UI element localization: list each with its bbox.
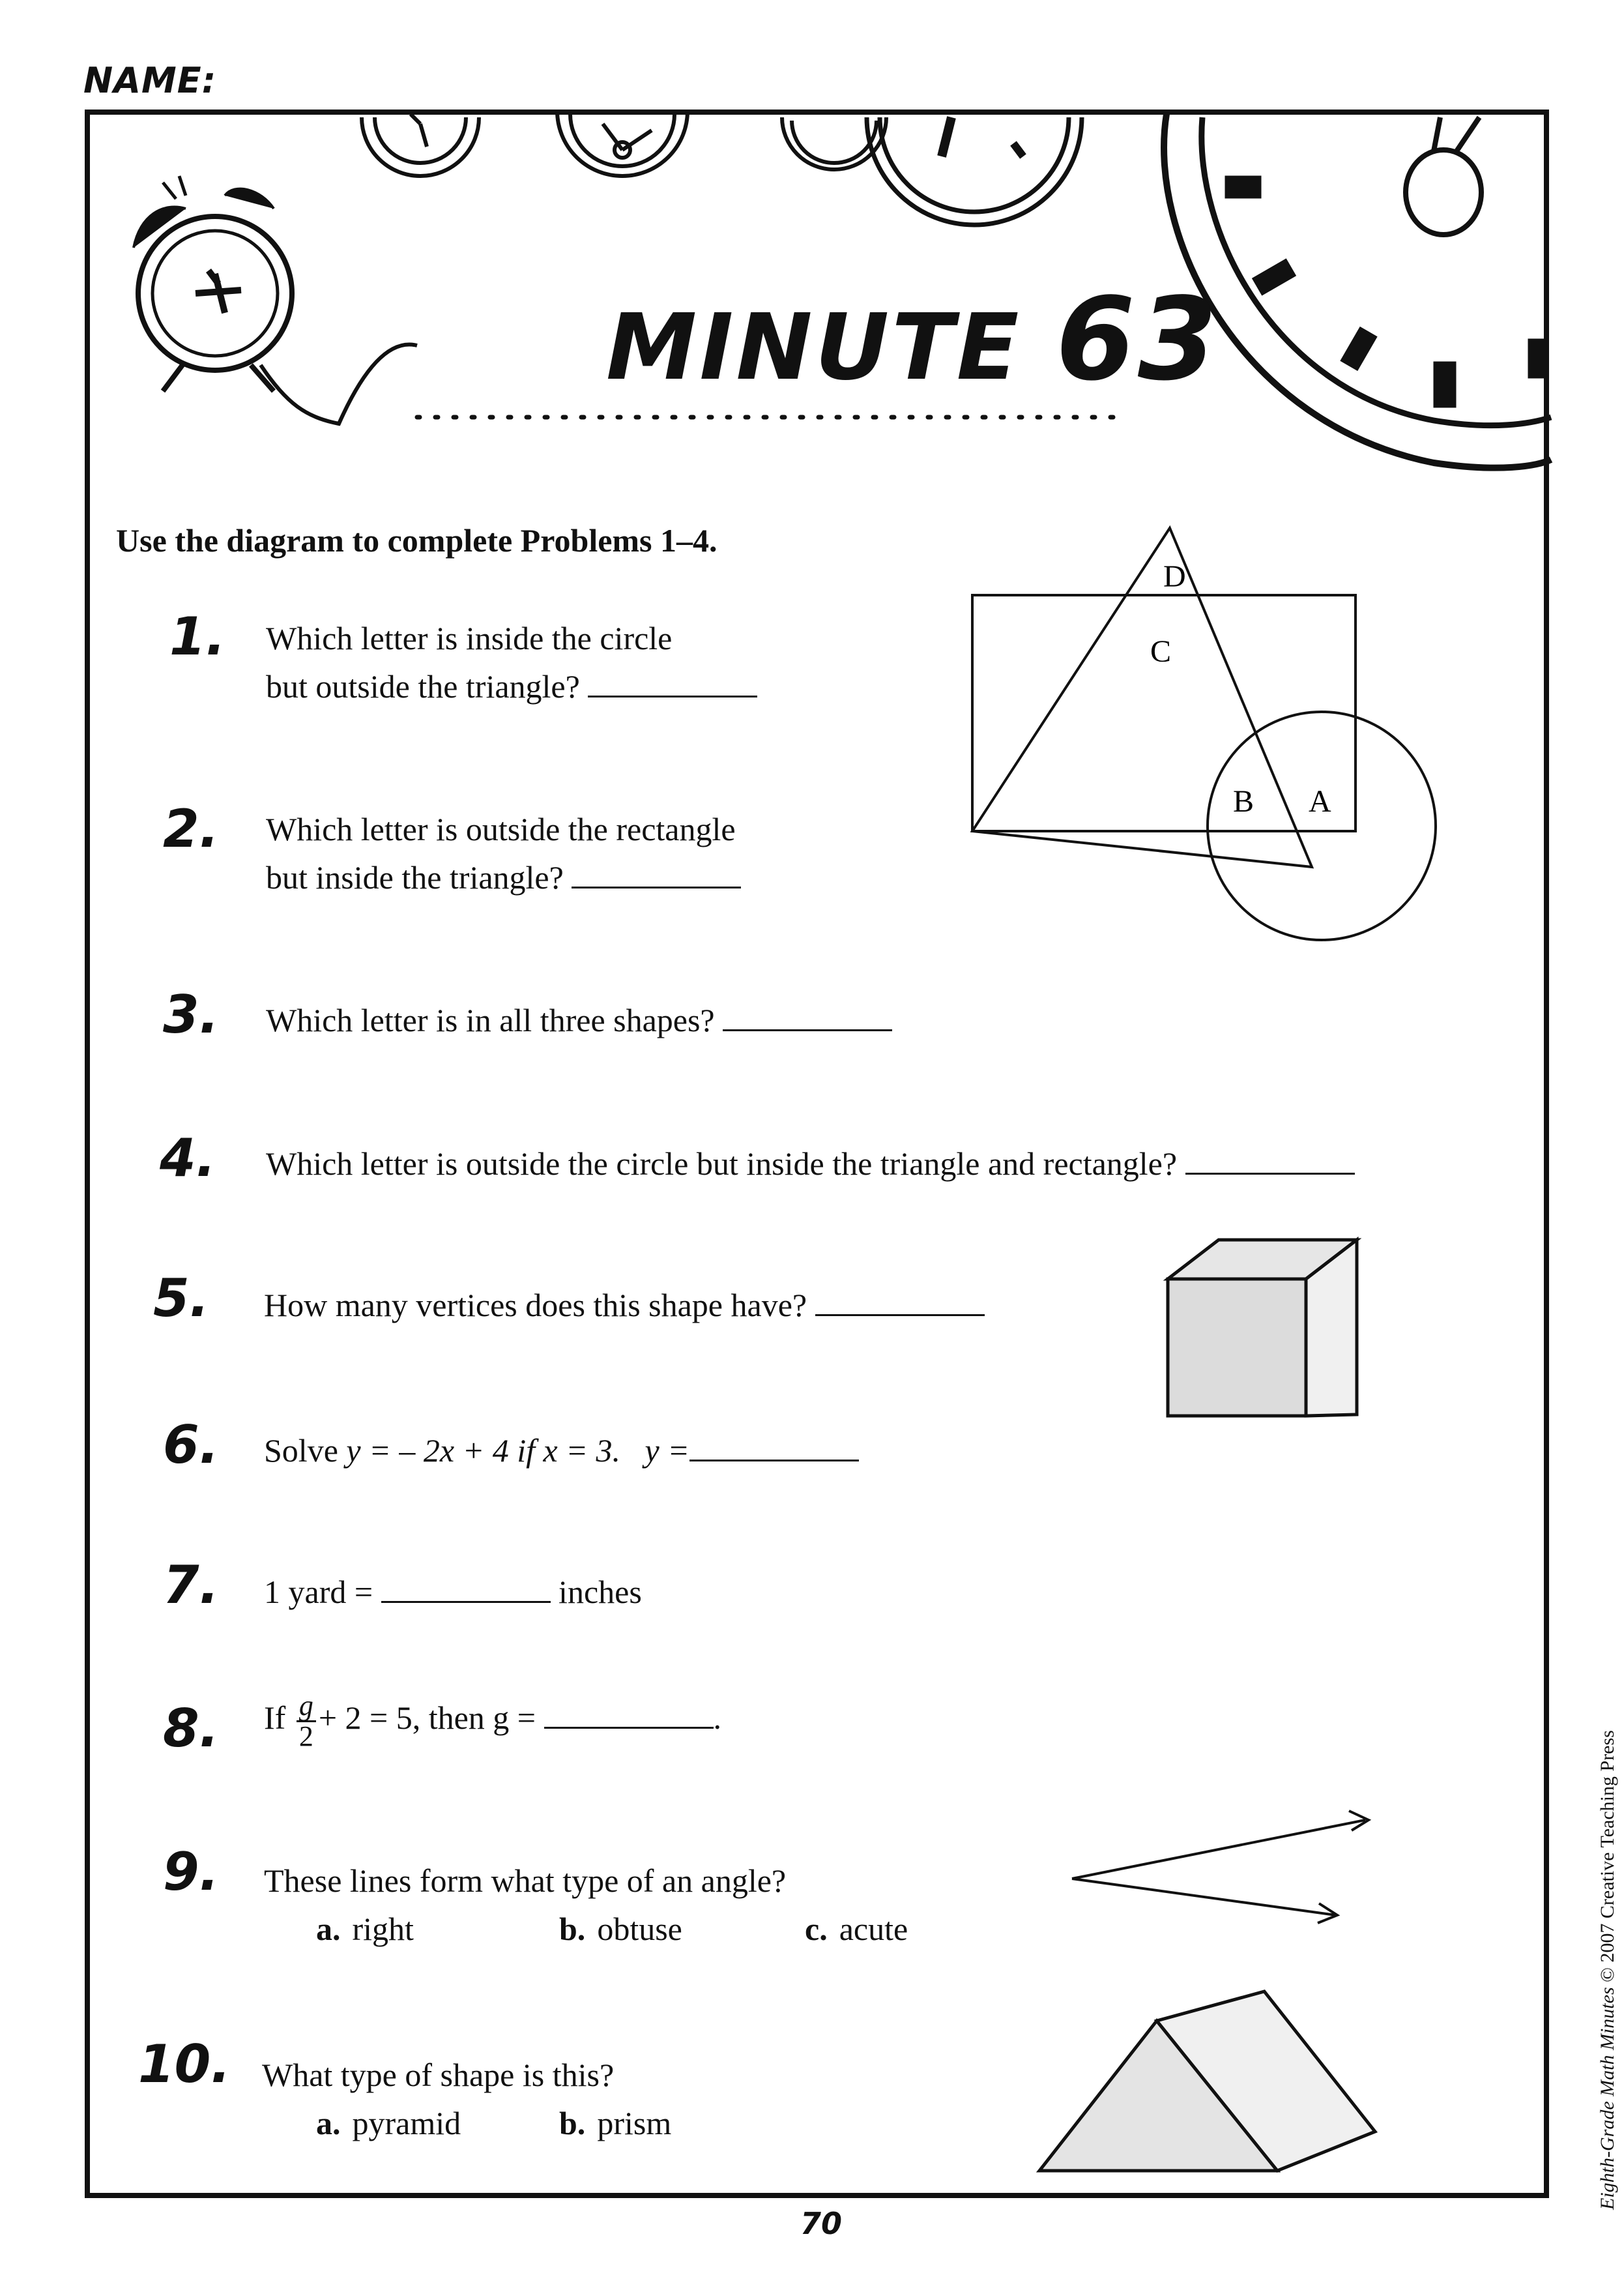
option-9a[interactable]: [316, 1910, 414, 1948]
problem-8: [264, 1692, 721, 1751]
angle-lines: [1062, 1806, 1382, 1936]
problem-number-8: 8.: [163, 1698, 220, 1759]
fraction-denominator: 2: [298, 1720, 313, 1752]
problem-2: [266, 805, 741, 902]
problem-number-9: 9.: [163, 1842, 220, 1902]
fraction-numerator: g: [297, 1692, 316, 1722]
problem-number-1: 1.: [169, 606, 226, 667]
cube-shape: [1160, 1232, 1369, 1428]
clock-icon-medium: [867, 117, 1082, 225]
problem-number-3: 3.: [163, 984, 220, 1045]
diagram-label-a: A: [1309, 784, 1331, 819]
answer-blank-6[interactable]: [689, 1433, 859, 1461]
page-number: 70: [800, 2206, 843, 2241]
problem-2-line2: but inside the triangle?: [266, 859, 564, 896]
problem-9: These lines form what type of an angle?: [264, 1862, 787, 1899]
problem-number-10: 10.: [138, 2034, 231, 2094]
option-9c[interactable]: [805, 1910, 908, 1948]
problem-5: [264, 1281, 985, 1329]
clock-icon-small-1: [362, 114, 479, 176]
problem-4-text: Which letter is outside the circle but inside the triangle and rectangle?: [266, 1145, 1178, 1182]
answer-blank-1[interactable]: [588, 669, 757, 697]
problem-number-7: 7.: [163, 1555, 220, 1615]
title-number: 63: [1056, 274, 1220, 406]
problem-number-4: 4.: [160, 1128, 216, 1188]
problem-7-prefix: 1 yard =: [264, 1574, 373, 1610]
problem-7: [264, 1568, 642, 1616]
option-9b[interactable]: [559, 1910, 682, 1948]
problem-2-line1: Which letter is outside the rectangle: [266, 811, 736, 847]
diagram-circle: [1208, 712, 1436, 940]
name-label: NAME:: [83, 60, 217, 101]
venn-diagram: [951, 515, 1447, 958]
problem-4: [266, 1139, 1355, 1188]
option-label: prism: [597, 2105, 672, 2141]
option-letter: a.: [316, 2105, 341, 2141]
answer-blank-4[interactable]: [1185, 1147, 1355, 1175]
problem-8-rest: + 2 = 5, then g =: [318, 1699, 536, 1736]
answer-blank-8[interactable]: [544, 1701, 714, 1729]
option-10b[interactable]: [559, 2104, 671, 2142]
option-letter: c.: [805, 1911, 828, 1947]
problem-8-if: If: [264, 1699, 286, 1736]
problem-number-5: 5.: [153, 1268, 210, 1328]
answer-blank-7[interactable]: [381, 1575, 551, 1603]
option-label: acute: [839, 1911, 908, 1947]
answer-blank-5[interactable]: [815, 1288, 985, 1316]
problem-6-equation: y = – 2x + 4 if x = 3.: [346, 1432, 620, 1469]
title-word: MINUTE: [606, 295, 1022, 401]
problem-10: What type of shape is this?: [262, 2057, 615, 2093]
prism-shape: [1030, 1982, 1395, 2184]
copyright-credit: [1597, 1730, 1619, 2210]
diagram-triangle: [972, 528, 1312, 867]
problem-3-text: Which letter is in all three shapes?: [266, 1002, 715, 1038]
problem-1: [266, 614, 757, 711]
diagram-label-c: C: [1150, 634, 1172, 669]
problem-8-end: .: [713, 1699, 721, 1736]
problem-8-fraction: [297, 1692, 316, 1751]
clock-decorations: [0, 0, 1624, 521]
option-label: obtuse: [597, 1911, 682, 1947]
clock-icon-small-2: [557, 111, 688, 176]
credit-rest: © 2007 Creative Teaching Press: [1597, 1730, 1618, 1982]
problem-1-line1: Which letter is inside the circle: [266, 620, 673, 656]
problem-7-suffix: inches: [558, 1574, 642, 1610]
option-label: right: [352, 1911, 414, 1947]
diagram-label-b: B: [1233, 784, 1254, 819]
alarm-clock-icon: [134, 176, 417, 424]
problem-number-6: 6.: [163, 1415, 220, 1475]
problem-number-2: 2.: [163, 799, 220, 859]
option-letter: a.: [316, 1911, 341, 1947]
option-10a[interactable]: [316, 2104, 461, 2142]
credit-title: Eighth-Grade Math Minutes: [1597, 1987, 1618, 2210]
option-letter: b.: [559, 1911, 586, 1947]
option-label: pyramid: [352, 2105, 461, 2141]
problem-3: [266, 996, 892, 1044]
problem-6: [264, 1426, 859, 1475]
page-title: [606, 274, 1220, 406]
problem-1-line2: but outside the triangle?: [266, 668, 580, 705]
clock-icon-large: [1164, 114, 1551, 468]
answer-blank-3[interactable]: [723, 1003, 892, 1031]
problem-6-solve: Solve: [264, 1432, 338, 1469]
problem-6-answer-label: y =: [645, 1432, 689, 1469]
diagram-label-d: D: [1163, 559, 1186, 594]
answer-blank-2[interactable]: [572, 860, 741, 888]
instructions: Use the diagram to complete Problems 1–4.: [116, 522, 718, 559]
option-letter: b.: [559, 2105, 586, 2141]
problem-5-text: How many vertices does this shape have?: [264, 1287, 807, 1323]
